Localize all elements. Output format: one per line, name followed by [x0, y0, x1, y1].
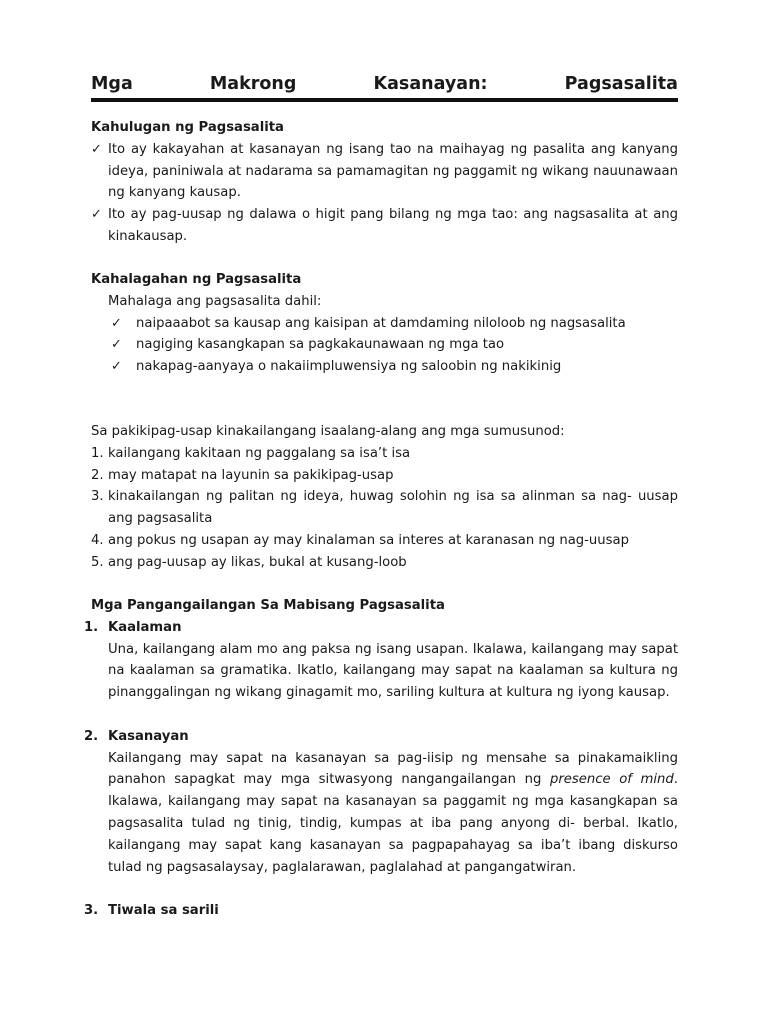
list-item — [91, 139, 678, 204]
list-item — [91, 204, 678, 248]
list-item-text: nakapag-aanyaya o nakaiimpluwensiya ng saloobin ng nakikinig — [136, 359, 562, 375]
list-item-text: Ito ay kakayahan at kasanayan ng isang tao na maihayag ng pasalita ang kanyang ideya, paniniwala at nadarama sa pamamagitan ng paggamit ng wikang nauunawaan ng kanyang kausap. — [108, 141, 678, 201]
list-number: 2. — [84, 728, 99, 744]
list-item-text: Ito ay pag-uusap ng dalawa o higit pang bilang ng mga tao: ang nagsasalita at ang kinakausap. — [108, 207, 678, 244]
section-intro: Mahalaga ang pagsasalita dahil: — [108, 293, 322, 309]
list-number: 1. — [84, 619, 99, 635]
section-pakikipag-usap — [91, 421, 678, 574]
list-item — [91, 486, 678, 530]
requirement-item — [84, 900, 678, 922]
list-item — [91, 530, 678, 552]
list-item — [91, 465, 678, 487]
requirement-title: Kaalaman — [108, 619, 182, 635]
section-kahulugan — [91, 117, 678, 248]
title-word-4: Pagsasalita — [564, 74, 678, 94]
list-number: 3. — [91, 489, 104, 505]
list-item-text: may matapat na layunin sa pakikipag-usap — [108, 467, 394, 483]
section-heading: Kahalagahan ng Pagsasalita — [91, 272, 302, 287]
requirement-text-italic: presence of mind — [549, 772, 674, 788]
checkmark-icon: ✓ — [91, 207, 102, 223]
checkmark-icon: ✓ — [111, 315, 122, 331]
title-word-1: Mga — [91, 74, 133, 94]
section-intro: Sa pakikipag-usap kinakailangang isaalang-alang ang mga sumusunod: — [91, 424, 565, 439]
list-item — [91, 443, 678, 465]
requirement-item — [84, 617, 678, 704]
list-item-text: naipaaabot sa kausap ang kaisipan at damdaming niloloob ng nagsasalita — [136, 315, 626, 331]
list-item-text: nagiging kasangkapan sa pagkakaunawaan ng mga tao — [136, 337, 505, 353]
list-item-text: ang pag-uusap ay likas, bukal at kusang-loob — [108, 554, 407, 570]
list-item-text: kailangang kakitaan ng paggalang sa isa’t isa — [108, 445, 411, 461]
list-number: 1. — [91, 445, 104, 461]
list-item-text: kinakailangan ng palitan ng ideya, huwag solohin ng isa sa alinman sa nag- uusap ang pagsasalita — [108, 489, 678, 527]
section-pangangailangan — [84, 595, 678, 922]
requirement-text-part: Kailangang may sapat na kasanayan sa pag-iisip ng mensahe sa pinakamaikling panahon sapagkat may mga sitwasyong nangangailangan ng — [108, 750, 678, 788]
checkmark-icon: ✓ — [91, 141, 102, 157]
section-heading: Kahulugan ng Pagsasalita — [91, 120, 284, 135]
requirement-text: Una, kailangang alam mo ang paksa ng isang usapan. Ikalawa, kailangang may sapat na kaalaman sa gramatika. Ikatlo, kailangang may sapat na kaalaman sa kultura ng pinanggalingan ng wikang ginagamit mo, sariling kultura at kultura ng iyong kausap. — [108, 641, 678, 701]
requirement-title: Kasanayan — [108, 728, 189, 744]
list-number: 5. — [91, 554, 104, 570]
list-number: 2. — [91, 467, 104, 483]
title-word-3: Kasanayan: — [373, 74, 488, 94]
checkmark-icon: ✓ — [111, 359, 122, 375]
document-title — [91, 72, 678, 96]
requirement-text-part: . Ikalawa, kailangang may sapat na kasanayan sa paggamit ng mga kasangkapan sa pagsasalita tulad ng tinig, tindig, kumpas at iba pang anyong di- berbal. Ikatlo, kailangang may sapat kang kasanayan sa pagpapahayag sa iba’t ibang diskurso tulad ng pagsasalaysay, paglalarawan, paglalahad at pangangatwiran. — [108, 772, 678, 875]
section-heading: Mga Pangangailangan Sa Mabisang Pagsasalita — [91, 598, 445, 613]
list-item-text: ang pokus ng usapan ay may kinalaman sa interes at karanasan ng nag-uusap — [108, 532, 629, 548]
list-number: 4. — [91, 532, 104, 548]
requirement-text — [108, 748, 678, 879]
requirement-item — [84, 726, 678, 879]
list-item — [91, 552, 678, 574]
checkmark-icon: ✓ — [111, 337, 122, 353]
list-number: 3. — [84, 903, 99, 919]
list-item — [91, 356, 678, 378]
title-word-2: Makrong — [209, 74, 297, 94]
list-item — [91, 313, 678, 335]
list-item — [91, 334, 678, 356]
requirement-title: Tiwala sa sarili — [108, 903, 219, 919]
section-kahalagahan — [91, 269, 678, 378]
title-underline — [91, 98, 678, 102]
